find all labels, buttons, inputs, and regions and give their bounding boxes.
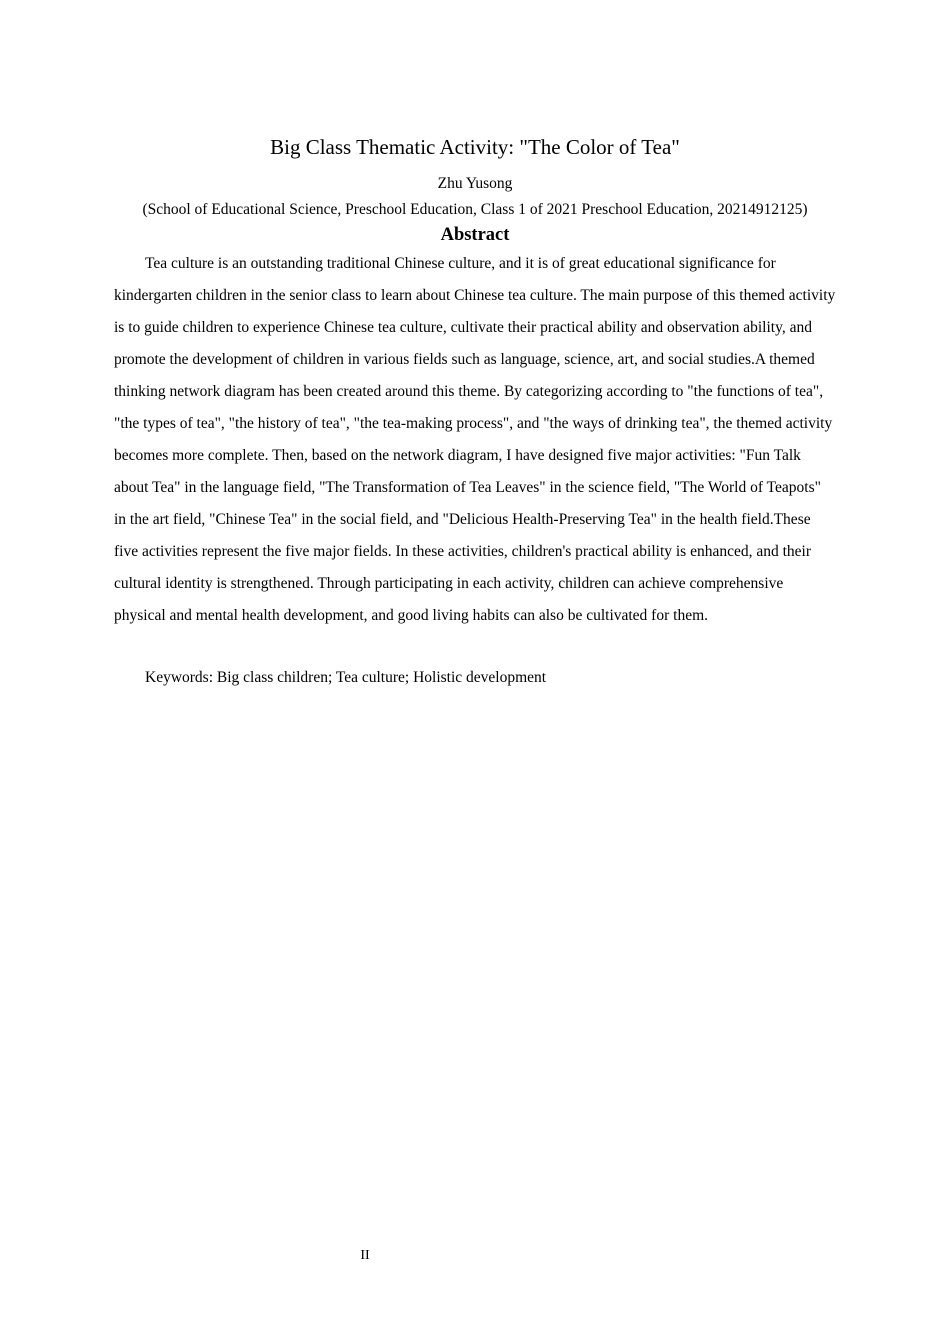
author-name: Zhu Yusong <box>437 175 513 192</box>
page-number: II <box>360 1248 370 1263</box>
author-affiliation: (School of Educational Science, Preschool Education, Class 1 of 2021 Preschool Education, 20214912125) <box>142 201 808 218</box>
document-title: Big Class Thematic Activity: "The Color of Tea" <box>270 135 680 159</box>
keywords-line: Keywords: Big class children; Tea culture; Holistic development <box>145 669 547 686</box>
abstract-heading: Abstract <box>440 225 510 245</box>
abstract-body: Tea culture is an outstanding traditional Chinese culture, and it is of great educational significance for kindergarten children in the senior class to learn about Chinese tea culture. The main purpose of this themed activity is to guide children to experience Chinese tea culture, cultivate their practical ability and observation ability, and promote the development of children in various fields such as language, science, art, and social studies.A themed thinking network diagram has been created around this theme. By categorizing according to "the functions of tea", "the types of tea", "the history of tea", "the tea-making process", and "the ways of drinking tea", the themed activity becomes more complete. Then, based on the network diagram, I have designed five major activities: "Fun Talk about Tea" in the language field, "The Transformation of Tea Leaves" in the science field, "The World of Teapots" in the art field, "Chinese Tea" in the social field, and "Delicious Health-Preserving Tea" in the health field.These five activities represent the five major fields. In these activities, children's practical ability is enhanced, and their cultural identity is strengthened. Through participating in each activity, children can achieve comprehensive physical and mental health development, and good living habits can also be cultivated for them. <box>114 255 836 624</box>
